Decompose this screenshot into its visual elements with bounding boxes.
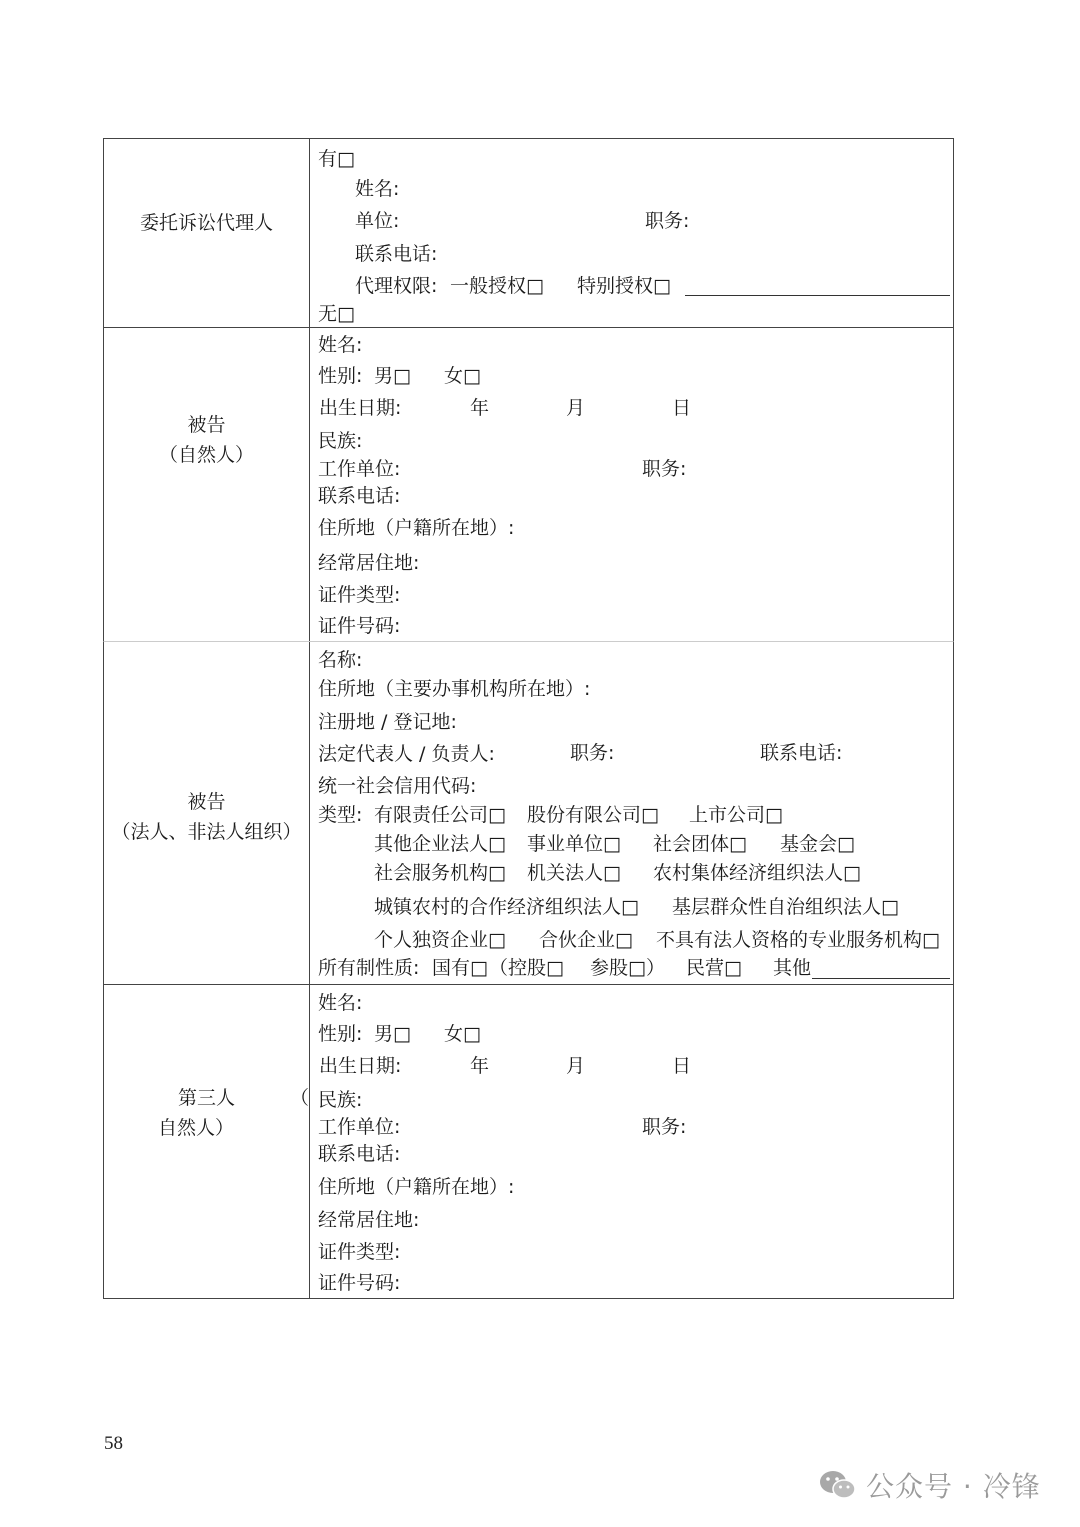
type-checkbox[interactable]: 社会团体□	[653, 833, 747, 855]
tp-position-field[interactable]: 职务:	[642, 1116, 687, 1138]
tp-name-field[interactable]: 姓名:	[318, 992, 363, 1014]
type-checkbox[interactable]: 事业单位□	[527, 833, 621, 855]
tp-residence-field[interactable]: 经常居住地:	[318, 1209, 420, 1231]
type-checkbox[interactable]: 其他企业法人□	[374, 833, 506, 855]
page-number: 58	[104, 1433, 123, 1454]
dn-position-field[interactable]: 职务:	[642, 458, 687, 480]
tp-workplace-field[interactable]: 工作单位:	[318, 1116, 401, 1138]
third-party-paren: （	[290, 1087, 310, 1109]
dn-workplace-field[interactable]: 工作单位:	[318, 458, 401, 480]
defendant-legal-sublabel: （法人、非法人组织）	[111, 821, 302, 843]
type-checkbox[interactable]: 合伙企业□	[539, 929, 633, 951]
dn-birth-month: 月	[566, 397, 586, 419]
dn-id-number-field[interactable]: 证件号码:	[318, 615, 401, 637]
agent-label: 委托诉讼代理人	[139, 212, 273, 234]
agent-authority-label: 代理权限:	[355, 275, 438, 297]
agent-unit-field[interactable]: 单位:	[355, 210, 400, 232]
third-party-label-cell	[104, 985, 310, 1298]
third-party-row	[103, 985, 954, 1299]
wechat-icon	[818, 1468, 858, 1502]
defendant-natural-sublabel: （自然人）	[158, 444, 254, 466]
agent-label-cell	[104, 139, 310, 327]
dn-female-checkbox[interactable]: 女□	[444, 365, 481, 387]
type-checkbox[interactable]: 上市公司□	[689, 804, 783, 826]
tp-phone-field[interactable]: 联系电话:	[318, 1143, 401, 1165]
defendant-legal-row	[103, 642, 954, 985]
ownership-holding-checkbox[interactable]: （控股□	[489, 957, 564, 979]
agent-name-field[interactable]: 姓名:	[355, 178, 400, 200]
agent-has-checkbox[interactable]: 有□	[318, 148, 355, 170]
third-party-label: 第三人	[178, 1087, 236, 1109]
dl-rep-field[interactable]: 法定代表人 / 负责人:	[318, 743, 495, 765]
type-checkbox[interactable]: 个人独资企业□	[374, 929, 506, 951]
agent-row	[103, 138, 954, 328]
type-checkbox[interactable]: 股份有限公司□	[527, 804, 659, 826]
dn-residence-field[interactable]: 经常居住地:	[318, 552, 420, 574]
third-party-sublabel: 自然人）	[158, 1117, 235, 1139]
authority-blank-line[interactable]	[685, 295, 950, 296]
type-checkbox[interactable]: 农村集体经济组织法人□	[653, 862, 861, 884]
dn-birth-field[interactable]: 出生日期:	[319, 397, 402, 419]
dn-domicile-field[interactable]: 住所地（户籍所在地）:	[318, 517, 515, 539]
dn-id-type-field[interactable]: 证件类型:	[318, 584, 401, 606]
defendant-legal-label: 被告	[187, 791, 226, 813]
defendant-natural-label-cell	[104, 327, 310, 641]
type-checkbox[interactable]: 有限责任公司□	[374, 804, 506, 826]
tp-birth-field[interactable]: 出生日期:	[319, 1055, 402, 1077]
general-auth-checkbox[interactable]: 一般授权□	[450, 275, 544, 297]
tp-birth-year: 年	[470, 1055, 490, 1077]
agent-none-checkbox[interactable]: 无□	[318, 303, 355, 325]
tp-female-checkbox[interactable]: 女□	[444, 1023, 481, 1045]
tp-birth-day: 日	[672, 1055, 692, 1077]
agent-position-field[interactable]: 职务:	[645, 210, 690, 232]
dl-type-label: 类型:	[318, 804, 363, 826]
watermark-text: 公众号 · 冷锋	[866, 1470, 1041, 1503]
type-checkbox[interactable]: 城镇农村的合作经济组织法人□	[374, 896, 639, 918]
tp-id-type-field[interactable]: 证件类型:	[318, 1241, 401, 1263]
defendant-natural-row	[103, 327, 954, 642]
dl-name-field[interactable]: 名称:	[318, 649, 363, 671]
dl-phone-field[interactable]: 联系电话:	[760, 742, 843, 764]
tp-ethnicity-field[interactable]: 民族:	[318, 1089, 363, 1111]
dn-ethnicity-field[interactable]: 民族:	[318, 430, 363, 452]
tp-birth-month: 月	[566, 1055, 586, 1077]
dl-registry-field[interactable]: 注册地 / 登记地:	[318, 711, 457, 733]
watermark	[818, 1466, 1041, 1504]
tp-male-checkbox[interactable]: 男□	[374, 1023, 411, 1045]
dl-credit-code-field[interactable]: 统一社会信用代码:	[318, 775, 477, 797]
dn-birth-year: 年	[470, 397, 490, 419]
type-checkbox[interactable]: 不具有法人资格的专业服务机构□	[656, 929, 940, 951]
dl-domicile-field[interactable]: 住所地（主要办事机构所在地）:	[318, 678, 591, 700]
ownership-other-line[interactable]	[812, 978, 950, 979]
ownership-share-checkbox[interactable]: 参股□）	[590, 957, 665, 979]
dn-birth-day: 日	[672, 397, 692, 419]
defendant-natural-label: 被告	[187, 414, 226, 436]
agent-phone-field[interactable]: 联系电话:	[355, 243, 438, 265]
tp-id-number-field[interactable]: 证件号码:	[318, 1272, 401, 1294]
dn-male-checkbox[interactable]: 男□	[374, 365, 411, 387]
dn-gender-label: 性别:	[318, 365, 363, 387]
dn-phone-field[interactable]: 联系电话:	[318, 485, 401, 507]
ownership-private-checkbox[interactable]: 民营□	[686, 957, 742, 979]
ownership-other-label: 其他	[773, 957, 812, 979]
dn-name-field[interactable]: 姓名:	[318, 334, 363, 356]
special-auth-checkbox[interactable]: 特别授权□	[577, 275, 671, 297]
dl-position-field[interactable]: 职务:	[570, 742, 615, 764]
type-checkbox[interactable]: 社会服务机构□	[374, 862, 506, 884]
defendant-legal-label-cell	[104, 642, 310, 984]
tp-domicile-field[interactable]: 住所地（户籍所在地）:	[318, 1176, 515, 1198]
tp-gender-label: 性别:	[318, 1023, 363, 1045]
type-checkbox[interactable]: 基层群众性自治组织法人□	[672, 896, 899, 918]
dl-ownership-label: 所有制性质:	[318, 957, 420, 979]
ownership-state-checkbox[interactable]: 国有□	[432, 957, 488, 979]
type-checkbox[interactable]: 机关法人□	[527, 862, 621, 884]
type-checkbox[interactable]: 基金会□	[780, 833, 855, 855]
